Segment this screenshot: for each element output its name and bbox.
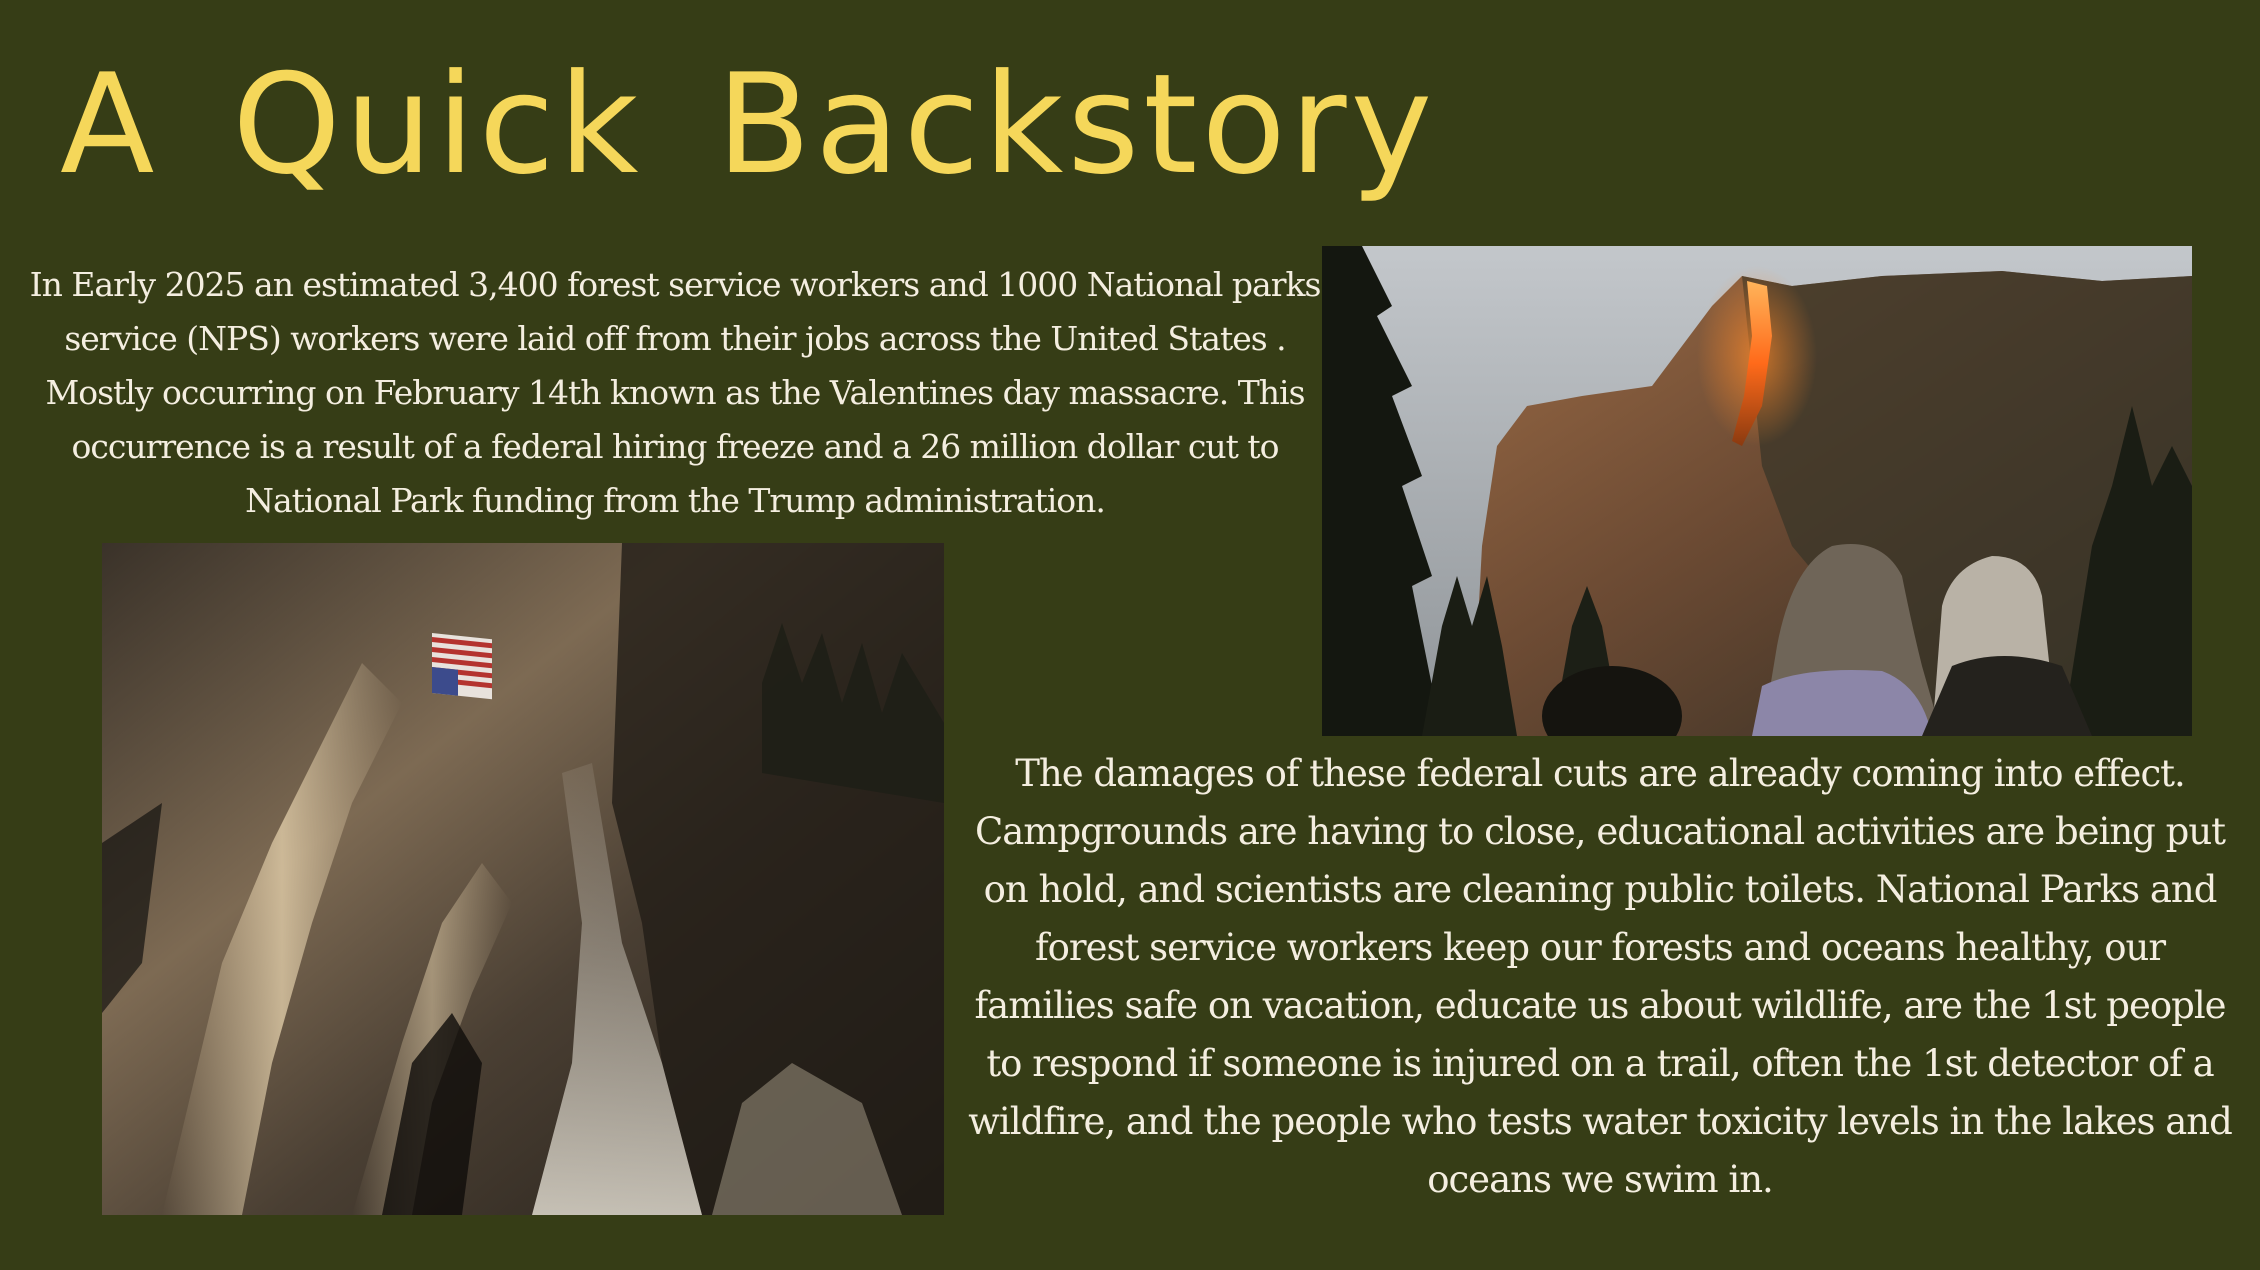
backstory-paragraph: In Early 2025 an estimated 3,400 forest service workers and 1000 National parks service (NPS) workers were laid off from their jobs across the United States . Mostly occurring on February 14th known as the Valentines day massacre. This occurrence is a result of a federal hiring freeze and a 26 million dollar cut to National Park funding from the Trump administration.: [29, 265, 1321, 520]
slide-title: A Quick Backstory: [60, 44, 1437, 205]
damages-paragraph: The damages of these federal cuts are already coming into effect. Campgrounds are having to close, educational activities are being put on hold, and scientists are cleaning public toilets. National Parks and forest service workers keep our forests and oceans healthy, our families safe on vacation, educate us about wildlife, are the 1st people to respond if someone is injured on a trail, often the 1st detector of a wildfire, and the people who tests water toxicity levels in the lakes and oceans we swim in.: [968, 752, 2232, 1201]
upside-down-flag-cliff-photo: [102, 543, 944, 1215]
firefall-cliff-photo: [1322, 246, 2192, 736]
